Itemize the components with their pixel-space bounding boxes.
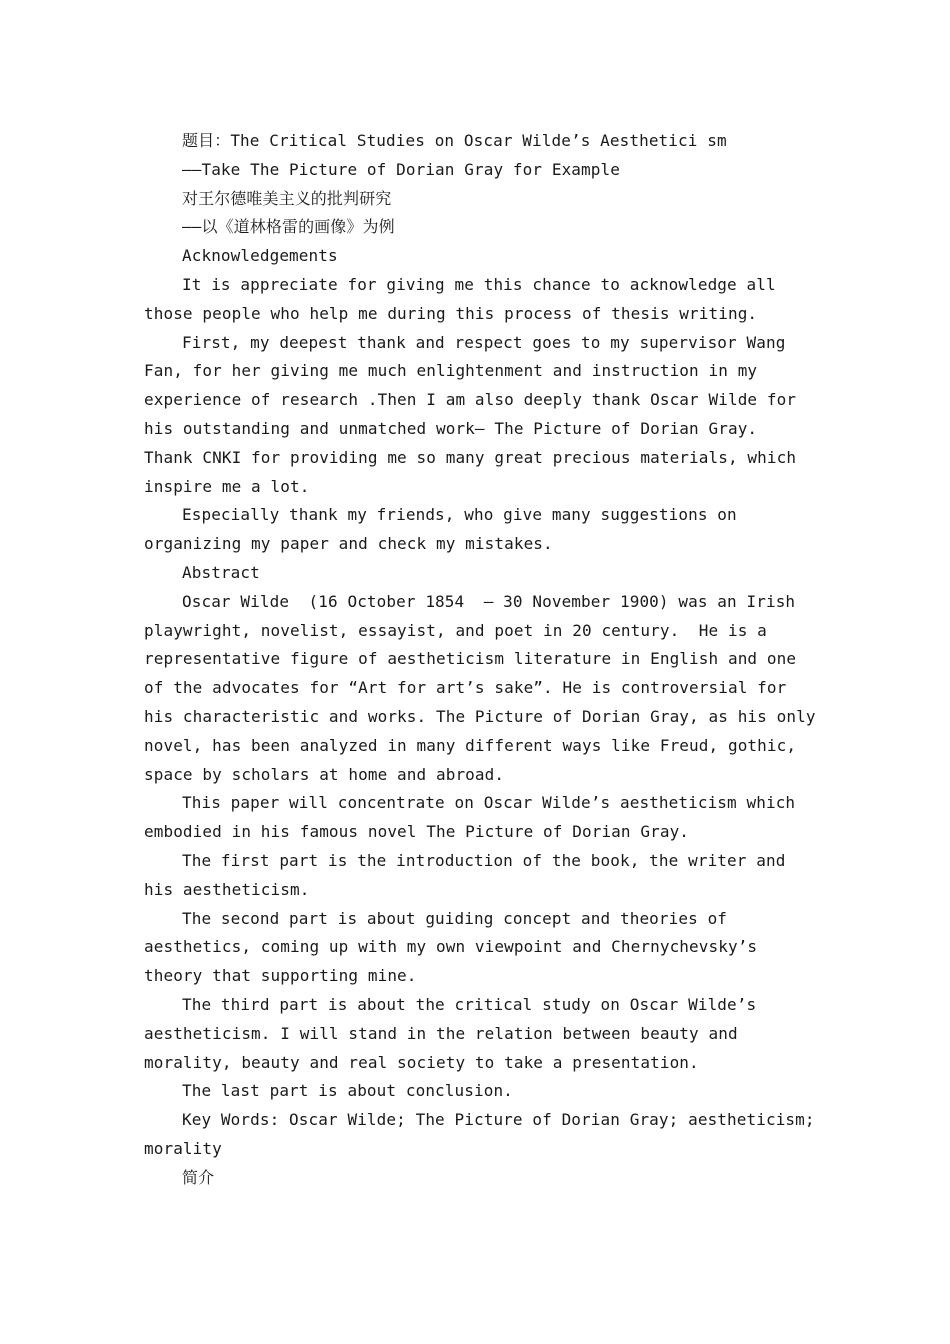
acknowledgements-heading: Acknowledgements [182,246,338,266]
abstract-paragraph-1-line-7: space by scholars at home and abroad. [144,764,505,784]
keywords-line-2: morality [144,1138,222,1158]
ack-paragraph-2-line-4: his outstanding and unmatched work— The Picture of Dorian Gray. [144,418,758,438]
abstract-paragraph-3-line-2: his aestheticism. [144,879,310,899]
ack-paragraph-2-line-6: inspire me a lot. [144,476,310,496]
ack-paragraph-3-line-2: organizing my paper and check my mistakes. [144,534,553,554]
intro-cn-heading: 简介 [182,1167,215,1187]
abstract-paragraph-1-line-5: his characteristic and works. The Picture of Dorian Gray, as his only [144,706,816,726]
abstract-paragraph-1-line-4: of the advocates for “Art for art’s sake”. He is controversial for [144,678,787,698]
abstract-heading: Abstract [182,562,260,582]
ack-paragraph-3-line-1: Especially thank my friends, who give many suggestions on [182,505,737,525]
ack-paragraph-1-line-2: those people who help me during this process of thesis writing. [144,303,758,323]
title-en: The Critical Studies on Oscar Wilde’s Aesthetici sm [230,131,727,150]
abstract-paragraph-4-line-3: theory that supporting mine. [144,966,417,986]
abstract-paragraph-1-line-1: Oscar Wilde (16 October 1854 – 30 November 1900) was an Irish [182,591,796,611]
abstract-paragraph-4-line-2: aesthetics, coming up with my own viewpoint and Chernychevsky’s [144,937,758,957]
ack-paragraph-1-line-1: It is appreciate for giving me this chance to acknowledge all [182,274,776,294]
subtitle-cn: ——以《道林格雷的画像》为例 [182,217,395,237]
abstract-paragraph-2-line-2: embodied in his famous novel The Picture of Dorian Gray. [144,822,690,842]
keywords-line-1: Key Words: Oscar Wilde; The Picture of Dorian Gray; aestheticism; [182,1110,815,1130]
ack-paragraph-2-line-5: Thank CNKI for providing me so many great precious materials, which [144,447,797,467]
title-cn-prefix: 题目： [182,131,231,150]
title-cn: 对王尔德唯美主义的批判研究 [182,188,392,208]
abstract-paragraph-1-line-3: representative figure of aestheticism literature in English and one [144,649,797,669]
title-line [144,127,824,156]
abstract-paragraph-5-line-3: morality, beauty and real society to take a presentation. [144,1052,699,1072]
ack-paragraph-2-line-2: Fan, for her giving me much enlightenment and instruction in my [144,361,758,381]
ack-paragraph-2-line-1: First, my deepest thank and respect goes to my supervisor Wang [182,332,786,352]
abstract-paragraph-5-line-1: The third part is about the critical study on Oscar Wilde’s [182,994,757,1014]
abstract-paragraph-1-line-6: novel, has been analyzed in many different ways like Freud, gothic, [144,735,797,755]
abstract-paragraph-6: The last part is about conclusion. [182,1081,513,1101]
abstract-paragraph-1-line-2: playwright, novelist, essayist, and poet in 20 century. He is a [144,620,767,640]
abstract-paragraph-5-line-2: aestheticism. I will stand in the relation between beauty and [144,1023,738,1043]
subtitle-en: ——Take The Picture of Dorian Gray for Example [182,159,620,179]
ack-paragraph-2-line-3: experience of research .Then I am also deeply thank Oscar Wilde for [144,390,797,410]
abstract-paragraph-4-line-1: The second part is about guiding concept and theories of [182,908,728,928]
abstract-paragraph-2-line-1: This paper will concentrate on Oscar Wilde’s aestheticism which [182,793,796,813]
document-body [144,127,824,1192]
abstract-paragraph-3-line-1: The first part is the introduction of the book, the writer and [182,850,786,870]
